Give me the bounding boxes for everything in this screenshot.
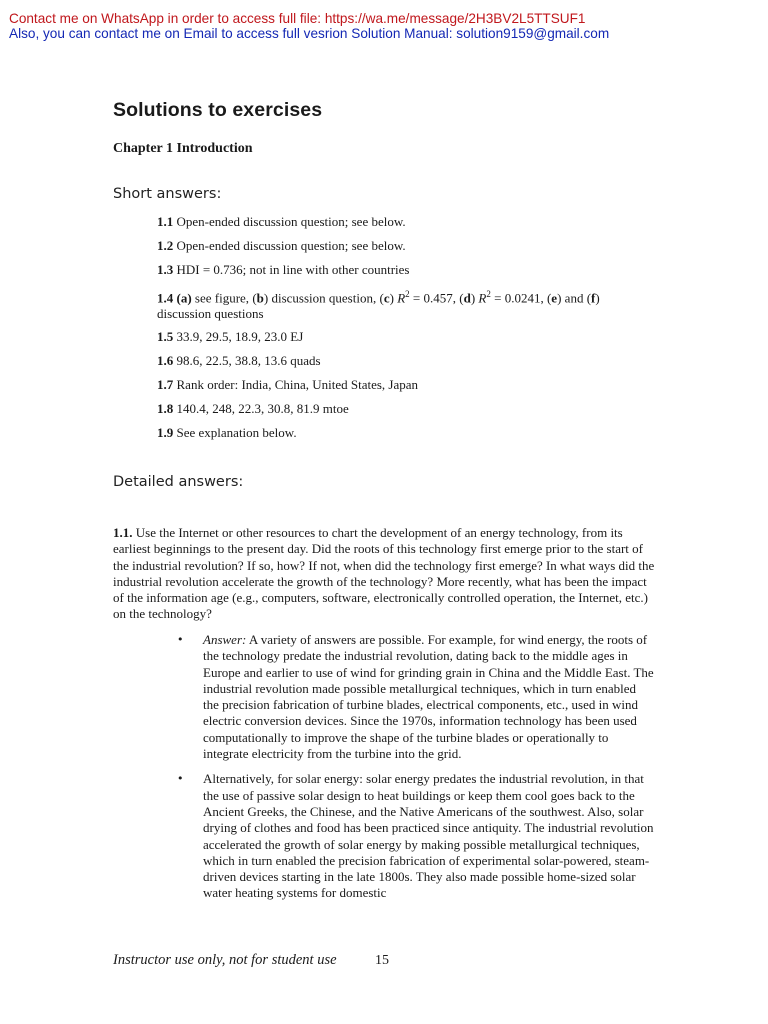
whatsapp-contact-line: Contact me on WhatsApp in order to access full file: https://wa.me/message/2H3BV2L5TTSUF1 — [9, 11, 586, 26]
squared-sup: 2 — [405, 289, 410, 299]
bullet-text: A variety of answers are possible. For example, for wind energy, the roots of the technology predate the industrial revolution, dating back to the middle ages in Europe and earlier to use of wind for grinding grain in China and the Middle East. The industrial revolution made possible metallurgical techniques, which in turn enabled the precision fabrication of turbine blades, electrical components, etc., used in wind electric conversion devices. Since the 1970s, information technology has been used computationally to improve the shape of the turbine blades or operationally to integrate electricity from the turbine into the grid. — [203, 632, 654, 762]
part-e-label: e — [551, 290, 558, 306]
part-a-text: see figure, — [194, 290, 250, 306]
short-answers-list — [157, 214, 637, 449]
part-d-label: d — [463, 290, 471, 306]
answer-number: 1.8 — [157, 401, 174, 417]
answer-text: Open-ended discussion question; see below. — [176, 238, 406, 253]
answer-number: 1.4 — [157, 290, 174, 306]
bullet-dot: • — [177, 633, 184, 646]
answer-bullet — [177, 771, 655, 901]
part-b-label: b — [256, 290, 264, 306]
short-answer-item — [157, 377, 637, 393]
r-squared-symbol: R — [478, 290, 487, 306]
question-text: Use the Internet or other resources to chart the development of an energy technology, from its earliest beginnings to the present day. Did the roots of this technology first emerge prior to the start of the industrial revolution? If so, how? If not, when did the technology first emerge? In what ways did the industrial revolution accelerate the growth of the technology? More recently, what has been the impact of the information age (e.g., computers, software, electronically controlled operation, the Internet, etc.) on the technology? — [113, 525, 655, 622]
answer-text: See explanation below. — [176, 425, 297, 441]
short-answer-item — [157, 425, 637, 441]
answer-number: 1.7 — [157, 377, 174, 393]
answer-text: 33.9, 29.5, 18.9, 23.0 EJ — [176, 329, 304, 345]
part-c-text: = 0.457, — [412, 290, 456, 306]
footer-note: Instructor use only, not for student use — [113, 952, 337, 968]
squared-sup: 2 — [486, 289, 491, 299]
part-f-text: discussion questions — [157, 306, 264, 322]
answer-text: HDI = 0.736; not in line with other countries — [176, 262, 410, 277]
answer-number: 1.5 — [157, 329, 174, 345]
short-answer-item — [157, 214, 637, 230]
email-contact-line: Also, you can contact me on Email to access full vesrion Solution Manual: solution9159@gmail.com — [9, 26, 610, 41]
question-number: 1.1. — [113, 525, 133, 540]
part-e-text: and — [564, 290, 584, 306]
answer-text: Open-ended discussion question; see below. — [176, 214, 406, 229]
question-1-1 — [113, 525, 655, 623]
answer-number: 1.6 — [157, 353, 174, 369]
detailed-answers-heading: Detailed answers: — [113, 474, 244, 490]
short-answer-item — [157, 401, 637, 417]
r-squared-symbol: R — [397, 290, 406, 306]
answer-label: Answer: — [203, 632, 247, 647]
part-a-label: (a) — [176, 290, 192, 306]
part-c-label: c — [383, 290, 390, 306]
short-answer-item — [157, 353, 637, 369]
page-title: Solutions to exercises — [113, 99, 323, 121]
short-answer-item — [157, 238, 637, 254]
answer-number: 1.9 — [157, 425, 174, 441]
page-number: 15 — [375, 953, 389, 968]
chapter-heading: Chapter 1 Introduction — [113, 141, 253, 156]
short-answers-heading: Short answers: — [113, 186, 222, 202]
short-answer-item — [157, 329, 637, 345]
answer-bullet — [177, 632, 655, 762]
answer-number: 1.2 — [157, 238, 174, 253]
answer-bullets — [177, 632, 655, 911]
answer-text: 98.6, 22.5, 38.8, 13.6 quads — [176, 353, 321, 369]
part-d-text: = 0.0241, — [494, 290, 544, 306]
answer-text: 140.4, 248, 22.3, 30.8, 81.9 mtoe — [176, 401, 349, 417]
answer-number: 1.1 — [157, 214, 174, 229]
short-answer-item: 1.4 (a) see figure, (b) discussion question, (c) $R^2 = 0.457$, (d) $R^2 = 0.0241$, (e) and (f) discussion questions — [157, 289, 600, 322]
bullet-text: Alternatively, for solar energy: solar energy predates the industrial revolution, in that the use of passive solar design to heat buildings or keep them cool goes back to the Ancient Greeks, the Chinese, and the Native Americans of the southwest. Also, solar drying of clothes and food has been practiced since antiquity. The industrial revolution accelerated the growth of solar energy by making possible metallurgical techniques, which in turn enabled the precision fabrication of experimental solar-powered, steam-driven devices starting in the late 1800s. They also made possible home-sized solar water heating systems for domestic — [203, 771, 654, 901]
short-answer-item — [157, 262, 637, 278]
part-f-label: f — [591, 290, 596, 306]
part-b-text: discussion question, — [271, 290, 377, 306]
bullet-dot: • — [177, 772, 184, 786]
answer-number: 1.3 — [157, 262, 174, 277]
answer-text: Rank order: India, China, United States, Japan — [176, 377, 419, 393]
